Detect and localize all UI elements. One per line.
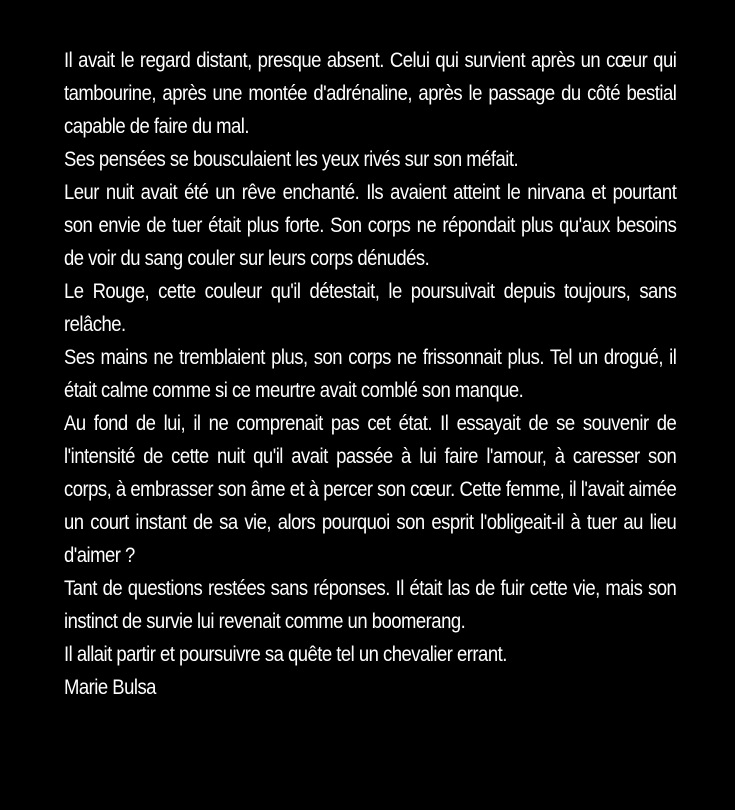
paragraph-5: Ses mains ne tremblaient plus, son corps ne frissonnait plus. Tel un drogué, il était calme comme si ce meurtre avait comblé son manque. — [64, 345, 677, 402]
paragraph-2: Ses pensées se bousculaient les yeux rivés sur son méfait. — [64, 147, 519, 171]
paragraph-3: Leur nuit avait été un rêve enchanté. Ils avaient atteint le nirvana et pourtant son envie de tuer était plus forte. Son corps ne répondait plus qu'aux besoins de voir du sang couler sur leurs corps dénudés. — [64, 180, 677, 270]
poem-text-block — [64, 44, 677, 704]
paragraph-8: Il allait partir et poursuivre sa quête tel un chevalier errant. — [64, 642, 507, 666]
author-signature: Marie Bulsa — [64, 675, 156, 699]
paragraph-7: Tant de questions restées sans réponses. Il était las de fuir cette vie, mais son instinct de survie lui revenait comme un boomerang. — [64, 576, 677, 633]
paragraph-4: Le Rouge, cette couleur qu'il détestait, le poursuivait depuis toujours, sans relâche. — [64, 279, 677, 336]
paragraph-6: Au fond de lui, il ne comprenait pas cet état. Il essayait de se souvenir de l'intensité de cette nuit qu'il avait passée à lui faire l'amour, à caresser son corps, à embrasser son âme et à percer son cœur. Cette femme, il l'avait aimée un court instant de sa vie, alors pourquoi son esprit l'obligeait-il à tuer au lieu d'aimer ? — [64, 411, 677, 567]
poem-body — [64, 44, 676, 704]
paragraph-1: Il avait le regard distant, presque absent. Celui qui survient après un cœur qui tambourine, après une montée d'adrénaline, après le passage du côté bestial capable de faire du mal. — [64, 48, 677, 138]
